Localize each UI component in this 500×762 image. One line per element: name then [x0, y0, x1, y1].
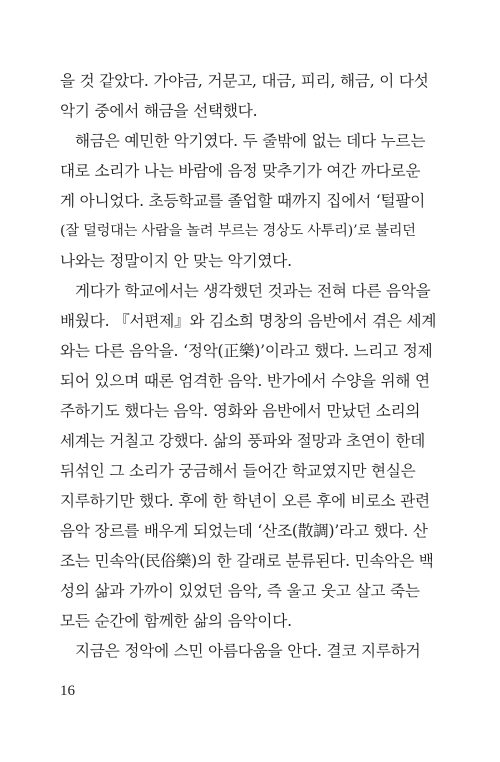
text-line: 모든 순간에 함께한 삶의 음악이다.: [60, 612, 292, 630]
text-line: 와는 다른 음악을. ‘정악(正樂)’이라고 했다. 느리고 정제: [60, 342, 433, 360]
text-line: 나와는 정말이지 안 맞는 악기였다.: [60, 252, 292, 270]
text-line: 게 아니었다. 초등학교를 졸업할 때까지 집에서 ‘털팔이: [60, 192, 426, 210]
paragraph-first-line: 해금은 예민한 악기였다. 두 줄밖에 없는 데다 누르는: [75, 132, 426, 150]
text-line: 음악 장르를 배우게 되었는데 ‘산조(散調)’라고 했다. 산: [60, 522, 428, 540]
text-line: 을 것 같았다. 가야금, 거문고, 대금, 피리, 해금, 이 다섯: [60, 72, 429, 90]
text-line: 주하기도 했다는 음악. 영화와 음반에서 만났던 소리의: [60, 402, 421, 420]
text-line: (잘 덜렁대는 사람을 놀려 부르는 경상도 사투리)’로 불리던: [60, 223, 416, 239]
text-line: 지루하기만 했다. 후에 한 학년이 오른 후에 비로소 관련: [60, 492, 430, 510]
body-text: [60, 66, 437, 666]
text-line: 성의 삶과 가까이 있었던 음악, 즉 울고 웃고 살고 죽는: [60, 582, 420, 600]
text-line: 되어 있으며 때론 엄격한 음악. 반가에서 수양을 위해 연: [60, 372, 430, 390]
text-line: 조는 민속악(民俗樂)의 한 갈래로 분류된다. 민속악은 백: [60, 552, 434, 570]
paragraph-first-line: 게다가 학교에서는 생각했던 것과는 전혀 다른 음악을: [75, 282, 431, 300]
text-line: 배웠다. 『서편제』와 김소희 명창의 음반에서 겪은 세계: [60, 312, 437, 330]
text-line: 뒤섞인 그 소리가 궁금해서 들어간 학교였지만 현실은: [60, 462, 416, 480]
page-number: 16: [60, 683, 75, 699]
paragraph-first-line: 지금은 정악에 스민 아름다움을 안다. 결코 지루하거: [75, 642, 421, 660]
text-line: 악기 중에서 해금을 선택했다.: [60, 102, 258, 120]
text-line: 대로 소리가 나는 바람에 음정 맞추기가 여간 까다로운: [60, 162, 421, 180]
text-line: 세계는 거칠고 강했다. 삶의 풍파와 절망과 초연이 한데: [60, 432, 426, 450]
